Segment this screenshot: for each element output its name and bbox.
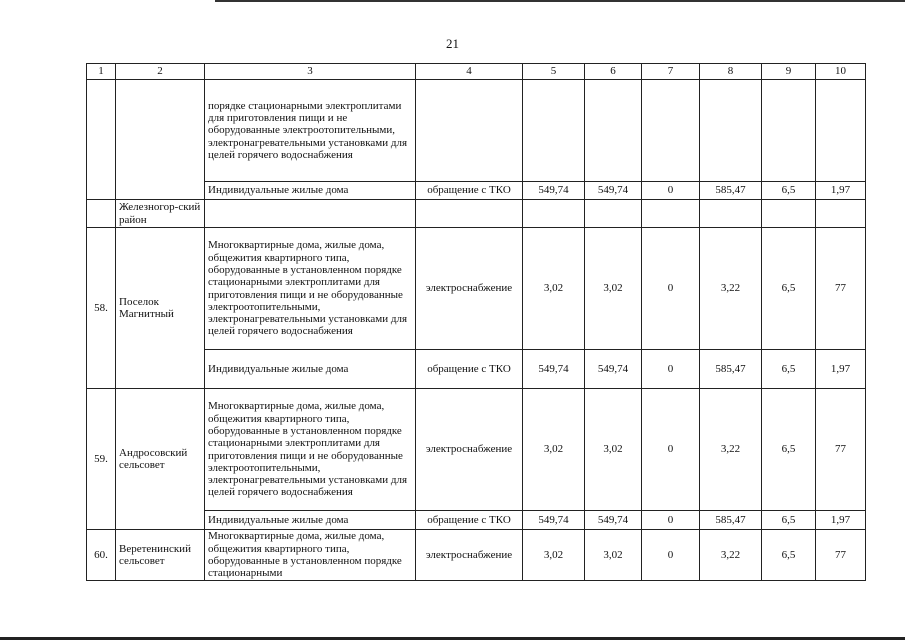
value-cell: 6,5 (762, 389, 816, 511)
table-row (87, 80, 866, 182)
housing-category-cell: Многоквартирные дома, жилые дома, общежития квартирного типа, оборудованные в установленном порядке стационарными электроплитами для приготовления пищи и не оборудованные электроотопительными, электронагревательными установками для целей горячего водоснабжения (205, 389, 416, 511)
value-cell (642, 80, 700, 182)
housing-category-cell: Многоквартирные дома, жилые дома, общежития квартирного типа, оборудованные в установленном порядке стационарными электроплитами для приготовления пищи и не оборудованные электроотопительными, электронагревательными установками для целей горячего водоснабжения (205, 228, 416, 350)
table-row (87, 228, 866, 350)
header-cell: 3 (205, 64, 416, 80)
value-cell (523, 80, 585, 182)
value-cell: 0 (642, 389, 700, 511)
settlement-cell: Веретенинский сельсовет (116, 530, 205, 581)
header-cell: 1 (87, 64, 116, 80)
value-cell: 585,47 (700, 511, 762, 530)
housing-category-cell: Индивидуальные жилые дома (205, 350, 416, 389)
value-cell: 549,74 (523, 511, 585, 530)
header-cell: 4 (416, 64, 523, 80)
header-cell: 9 (762, 64, 816, 80)
value-cell (585, 80, 642, 182)
service-cell: обращение с ТКО (416, 350, 523, 389)
settlement-cell: Андросовский сельсовет (116, 389, 205, 530)
value-cell (700, 80, 762, 182)
table-header-row (87, 64, 866, 80)
value-cell: 585,47 (700, 350, 762, 389)
value-cell: 549,74 (523, 182, 585, 200)
value-cell (816, 80, 866, 182)
value-cell: 3,02 (523, 228, 585, 350)
value-cell: 3,22 (700, 530, 762, 581)
value-cell: 3,02 (585, 530, 642, 581)
row-number-cell: 59. (87, 389, 116, 530)
row-number-cell (87, 200, 116, 228)
district-row (87, 200, 866, 228)
header-cell: 10 (816, 64, 866, 80)
value-cell (762, 80, 816, 182)
service-cell: обращение с ТКО (416, 182, 523, 200)
value-cell (762, 200, 816, 228)
header-cell: 2 (116, 64, 205, 80)
value-cell: 6,5 (762, 530, 816, 581)
value-cell: 1,97 (816, 350, 866, 389)
value-cell: 3,22 (700, 228, 762, 350)
value-cell: 77 (816, 389, 866, 511)
value-cell (585, 200, 642, 228)
table-row (87, 389, 866, 511)
value-cell: 6,5 (762, 182, 816, 200)
housing-category-cell: Индивидуальные жилые дома (205, 182, 416, 200)
value-cell: 549,74 (585, 511, 642, 530)
row-number-cell: 58. (87, 228, 116, 389)
service-cell: электроснабжение (416, 389, 523, 511)
housing-category-cell: порядке стационарными электроплитами для приготовления пищи и не оборудованные электроотопительными, электронагревательными установками для целей горячего водоснабжения (205, 80, 416, 182)
header-cell: 8 (700, 64, 762, 80)
value-cell: 549,74 (523, 350, 585, 389)
page-number: 21 (446, 36, 459, 51)
value-cell: 3,02 (523, 389, 585, 511)
value-cell: 549,74 (585, 350, 642, 389)
value-cell: 585,47 (700, 182, 762, 200)
value-cell: 3,02 (585, 389, 642, 511)
value-cell: 3,22 (700, 389, 762, 511)
page-top-edge (215, 0, 905, 2)
value-cell (523, 200, 585, 228)
service-cell (416, 200, 523, 228)
service-cell: электроснабжение (416, 228, 523, 350)
settlement-cell (116, 80, 205, 200)
value-cell: 6,5 (762, 511, 816, 530)
value-cell (700, 200, 762, 228)
district-name: Железногор-ский район (116, 200, 205, 228)
value-cell: 6,5 (762, 228, 816, 350)
value-cell: 1,97 (816, 182, 866, 200)
value-cell: 0 (642, 530, 700, 581)
value-cell: 0 (642, 350, 700, 389)
value-cell (642, 200, 700, 228)
value-cell: 1,97 (816, 511, 866, 530)
service-cell: обращение с ТКО (416, 511, 523, 530)
value-cell: 6,5 (762, 350, 816, 389)
service-cell (416, 80, 523, 182)
housing-category-cell: Индивидуальные жилые дома (205, 511, 416, 530)
service-cell: электроснабжение (416, 530, 523, 581)
housing-category-cell: Многоквартирные дома, жилые дома, общежития квартирного типа, оборудованные в установленном порядке стационарными (205, 530, 416, 581)
housing-category-cell (205, 200, 416, 228)
header-cell: 5 (523, 64, 585, 80)
value-cell: 0 (642, 511, 700, 530)
value-cell: 77 (816, 228, 866, 350)
table-row (87, 530, 866, 581)
value-cell: 77 (816, 530, 866, 581)
value-cell: 549,74 (585, 182, 642, 200)
tariff-table (86, 63, 866, 581)
settlement-cell: Поселок Магнитный (116, 228, 205, 389)
header-cell: 6 (585, 64, 642, 80)
header-cell: 7 (642, 64, 700, 80)
row-number-cell: 60. (87, 530, 116, 581)
value-cell: 0 (642, 182, 700, 200)
row-number-cell (87, 80, 116, 200)
value-cell: 0 (642, 228, 700, 350)
value-cell: 3,02 (585, 228, 642, 350)
value-cell: 3,02 (523, 530, 585, 581)
value-cell (816, 200, 866, 228)
